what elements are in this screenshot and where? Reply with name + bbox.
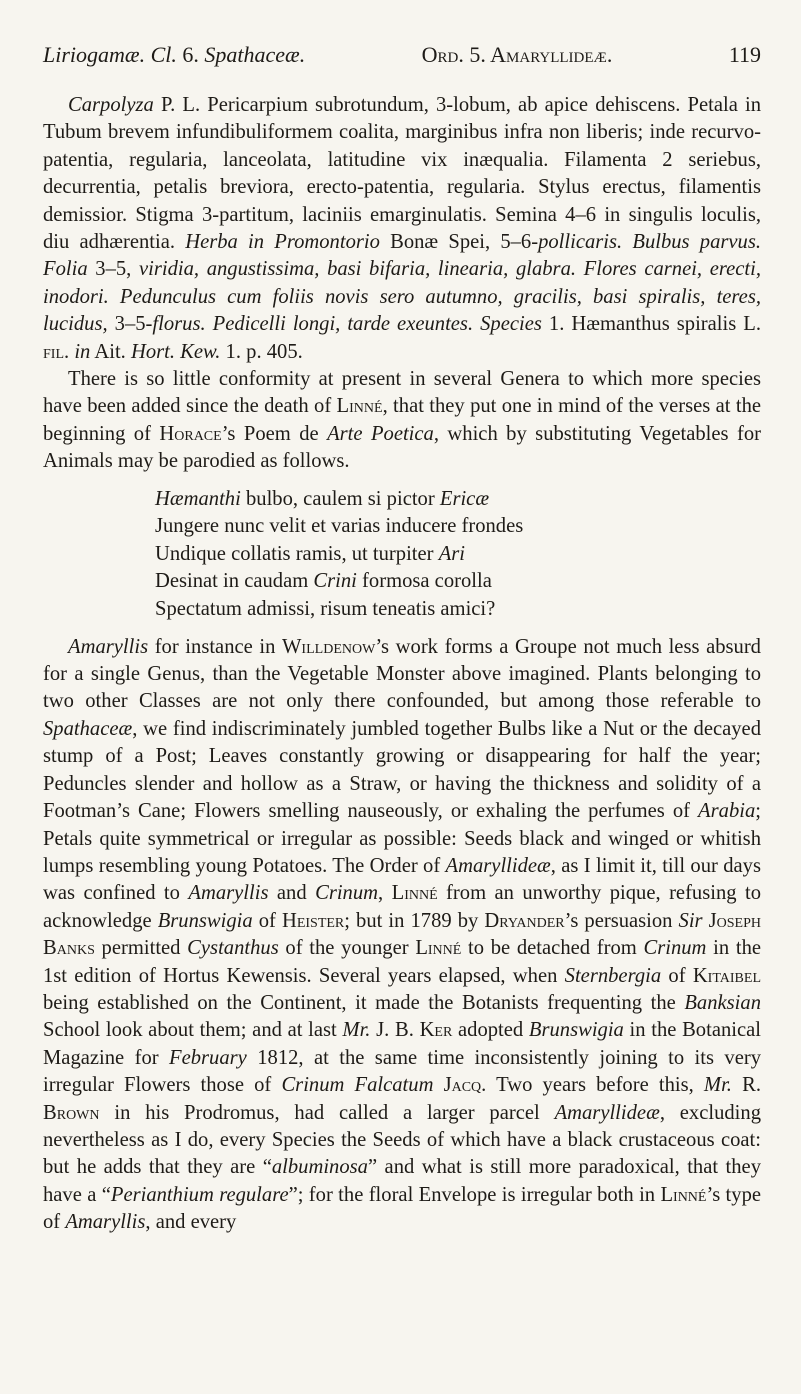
- running-title: Liriogamæ. Cl. 6. Spathaceæ.: [43, 42, 306, 67]
- genus-description-paragraph: Carpolyza P. L. Pericarpium subrotundum, 3-lobum, ab apice dehiscens. Petala in Tubum brevem infundibuliformem coalita, marginibus infra non liberis; inde recurvo-patentia, regularia, lanceolata, latitudine vix inæqualia. Filamenta 2 seriebus, decurrentia, petalis breviora, erecto-patentia, regularia. Stylus erectus, filamentis demissior. Stigma 3-partitum, laciniis emarginulatis. Semina 4–6 in singulis loculis, diu adhærentia. Herba in Promontorio Bonæ Spei, 5–6-pollicaris. Bulbus parvus. Folia 3–5, viridia, angustissima, basi bifaria, linearia, glabra. Flores carnei, erecti, inodori. Pedunculus cum foliis novis sero autumno, gracilis, basi spiralis, teres, lucidus, 3–5-florus. Pedicelli longi, tarde exeuntes. Species 1. Hæmanthus spiralis L. fil. in Ait. Hort. Kew. 1. p. 405.: [43, 94, 761, 363]
- poem-line: Jungere nunc velit et varias inducere frondes: [155, 515, 524, 538]
- running-header: [43, 42, 761, 68]
- poem-line: Hæmanthi bulbo, caulem si pictor Ericæ: [155, 487, 490, 510]
- poem-line: Undique collatis ramis, ut turpiter Ari: [155, 542, 466, 565]
- order-title: Ord. 5. Amaryllideæ.: [421, 42, 613, 67]
- page-body: [43, 92, 761, 1237]
- parody-poem: [155, 486, 761, 624]
- amaryllis-paragraph: Amaryllis for instance in Willdenow’s work forms a Groupe not much less absurd for a single Genus, than the Vegetable Monster above imagined. Plants belonging to two other Classes are not only there confounded, but among those referable to Spathaceæ, we find indiscriminately jumbled together Bulbs like a Nut or the decayed stump of a Post; Leaves constantly growing or disappearing for half the year; Peduncles slender and hollow as a Straw, or having the thickness and solidity of a Footman’s Cane; Flowers smelling nauseously, or exhaling the perfumes of Arabia; Petals quite symmetrical or irregular as possible: Seeds black and winged or whitish lumps resembling young Potatoes. The Order of Amaryllideæ, as I limit it, till our days was confined to Amaryllis and Crinum, Linné from an unworthy pique, refusing to acknowledge Brunswigia of Heister; but in 1789 by Dryander’s persuasion Sir Joseph Banks permitted Cystanthus of the younger Linné to be detached from Crinum in the 1st edition of Hortus Kewensis. Several years elapsed, when Sternbergia of Kitaibel being established on the Continent, it made the Botanists frequenting the Banksian School look about them; and at last Mr. J. B. Ker adopted Brunswigia in the Botanical Magazine for February 1812, at the same time inconsistently joining to its very irregular Flowers those of Crinum Falcatum Jacq. Two years before this, Mr. R. Brown in his Prodromus, had called a larger parcel Amaryllideæ, excluding nevertheless as I do, every Species the Seeds of which have a black crustaceous coat: but he adds that they are “albuminosa” and what is still more paradoxical, that they have a “Perianthium regulare”; for the floral Envelope is irregular both in Linné’s type of Amaryllis, and every: [43, 635, 762, 1234]
- poem-line: Spectatum admissi, risum teneatis amici?: [155, 598, 496, 621]
- page-number: 119: [728, 42, 761, 67]
- poem-line: Desinat in caudam Crini formosa corolla: [155, 570, 492, 593]
- commentary-paragraph: There is so little conformity at present in several Genera to which more species have been added since the death of Linné, that they put one in mind of the verses at the beginning of Horace’s Poem de Arte Poetica, which by substituting Vegetables for Animals may be parodied as follows.: [43, 368, 762, 473]
